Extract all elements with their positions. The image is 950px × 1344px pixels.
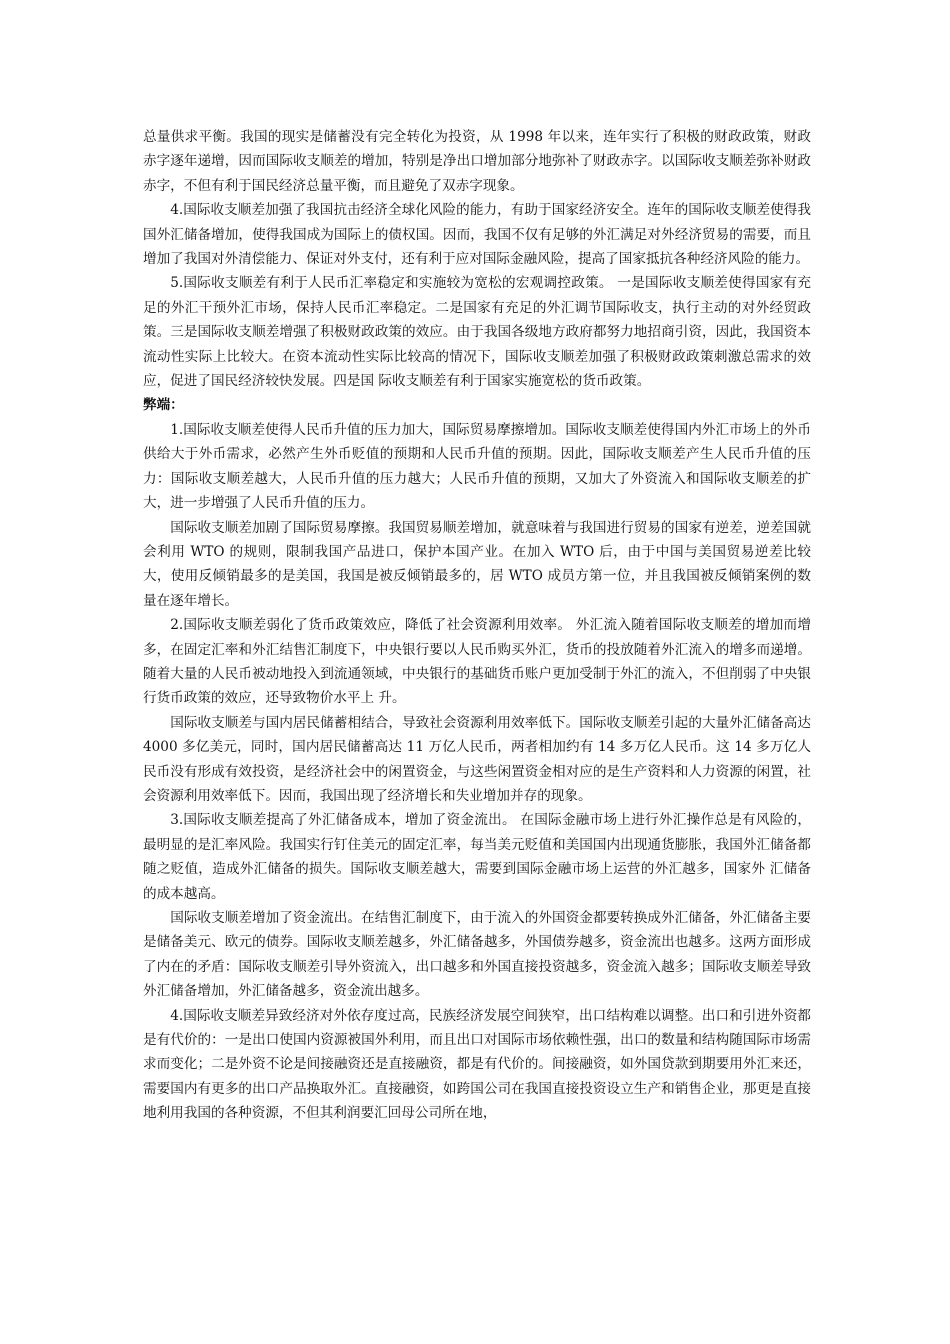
document-page (143, 125, 811, 1126)
paragraph-advantage-4: 4.国际收支顺差加强了我国抗击经济全球化风险的能力，有助于国家经济安全。连年的国际收支顺差使得我国外汇储备增加，使得我国成为国际上的债权国。因而，我国不仅有足够的外汇满足对外经济贸易的需要，而且增加了我国对外清偿能力、保证对外支付，还有利于应对国际金融风险，提高了国家抵抗各种经济风险的能力。 (143, 202, 811, 268)
paragraph-resource-efficiency: 国际收支顺差与国内居民储蓄相结合，导致社会资源利用效率低下。国际收支顺差引起的大量外汇储备高达 4000 多亿美元，同时，国内居民储蓄高达 11 万亿人民币，两者相加约有 14 多万亿人民币。这 14 多万亿人民币没有形成有效投资，是经济社会中的闲置资金，与这些闲置资金相对应的是生产资料和人力资源的闲置，社会资源利用效率低下。因而，我国出现了经济增长和失业增加并存的现象。 (143, 714, 811, 804)
paragraph-disadvantage-3: 3.国际收支顺差提高了外汇储备成本，增加了资金流出。 在国际金融市场上进行外汇操作总是有风险的，最明显的是汇率风险。我国实行钉住美元的固定汇率，每当美元贬值和美国国内出现通货膨胀，我国外汇储备都随之贬值，造成外汇储备的损失。国际收支顺差越大，需要到国际金融市场上运营的外汇越多，国家外 汇储备的成本越高。 (143, 812, 811, 902)
paragraph-disadvantage-1: 1.国际收支顺差使得人民币升值的压力加大，国际贸易摩擦增加。国际收支顺差使得国内外汇市场上的外币供给大于外币需求，必然产生外币贬值的预期和人民币升值的预期。因此，国际收支顺差产生人民币升值的压力：国际收支顺差越大，人民币升值的压力越大；人民币升值的预期，又加大了外资流入和国际收支顺差的扩大，进一步增强了人民币升值的压力。 (143, 421, 811, 512)
paragraph-disadvantage-4: 4.国际收支顺差异致经济对外依存度过高，民族经济发展空间狭窄，出口结构难以调整。出口和引进外资都是有代价的：一是出口使国内资源被国外利用，而且出口对国际市场依赖性强，出口的数量和结构随国际市场需求而变化；二是外资不论是间接融资还是直接融资，都是有代价的。间接融资，如外国贷款到期要用外汇来还，需要国内有更多的出口产品换取外汇。直接融资，如跨国公司在我国直接投资设立生产和销售企业，那更是直接地利用我国的各种资源，不但其利润要汇回母公司所在地， (143, 1007, 811, 1122)
paragraph-intro: 总量供求平衡。我国的现实是储蓄没有完全转化为投资，从 1998 年以来，连年实行了积极的财政政策，财政赤字逐年递增，因而国际收支顺差的增加，特别是净出口增加部分地弥补了财政赤字。以国际收支顺差弥补财政赤字，不但有利于国民经济总量平衡，而且避免了双赤字现象。 (143, 129, 811, 194)
paragraph-capital-outflow: 国际收支顺差增加了资金流出。在结售汇制度下，由于流入的外国资金都要转换成外汇储备，外汇储备主要是储备美元、欧元的债券。国际收支顺差越多，外汇储备越多，外国债券越多，资金流出也越多。这两方面形成了内在的矛盾：国际收支顺差引导外资流入，出口越多和外国直接投资越多，资金流入越多；国际收支顺差导致外汇储备增加，外汇储备越多，资金流出越多。 (143, 910, 811, 1000)
paragraph-trade-friction: 国际收支顺差加剧了国际贸易摩擦。我国贸易顺差增加，就意味着与我国进行贸易的国家有逆差，逆差国就会利用 WTO 的规则，限制我国产品进口，保护本国产业。在加入 WTO 后，由于中国与美国贸易逆差比较大，使用反倾销最多的是美国，我国是被反倾销最多的，居 WTO 成员方第一位，并且我国被反倾销案例的数量在逐年增长。 (143, 519, 811, 609)
paragraph-advantage-5: 5.国际收支顺差有利于人民币汇率稳定和实施较为宽松的宏观调控政策。 一是国际收支顺差使得国家有充足的外汇干预外汇市场，保持人民币汇率稳定。二是国家有充足的外汇调节国际收支，执行主动的对外经贸政策。三是国际收支顺差增强了积极财政政策的效应。由于我国各级地方政府都努力地招商引资，因此，我国资本流动性实际上比较大。在资本流动性实际比较高的情况下，国际收支顺差加强了积极财政政策刺激总需求的效应，促进了国民经济较快发展。四是国 际收支顺差有利于国家实施宽松的货币政策。 (143, 275, 811, 390)
section-heading-disadvantages: 弊端： (143, 397, 184, 414)
paragraph-disadvantage-2: 2.国际收支顺差弱化了货币政策效应，降低了社会资源利用效率。 外汇流入随着国际收支顺差的增加而增多，在固定汇率和外汇结售汇制度下，中央银行要以人民币购买外汇，货币的投放随着外汇流入的增多而递增。随着大量的人民币被动地投入到流通领域，中央银行的基础货币账户更加受制于外汇的流入，不但削弱了中央银行货币政策的效应，还导致物价水平上 升。 (143, 617, 811, 707)
